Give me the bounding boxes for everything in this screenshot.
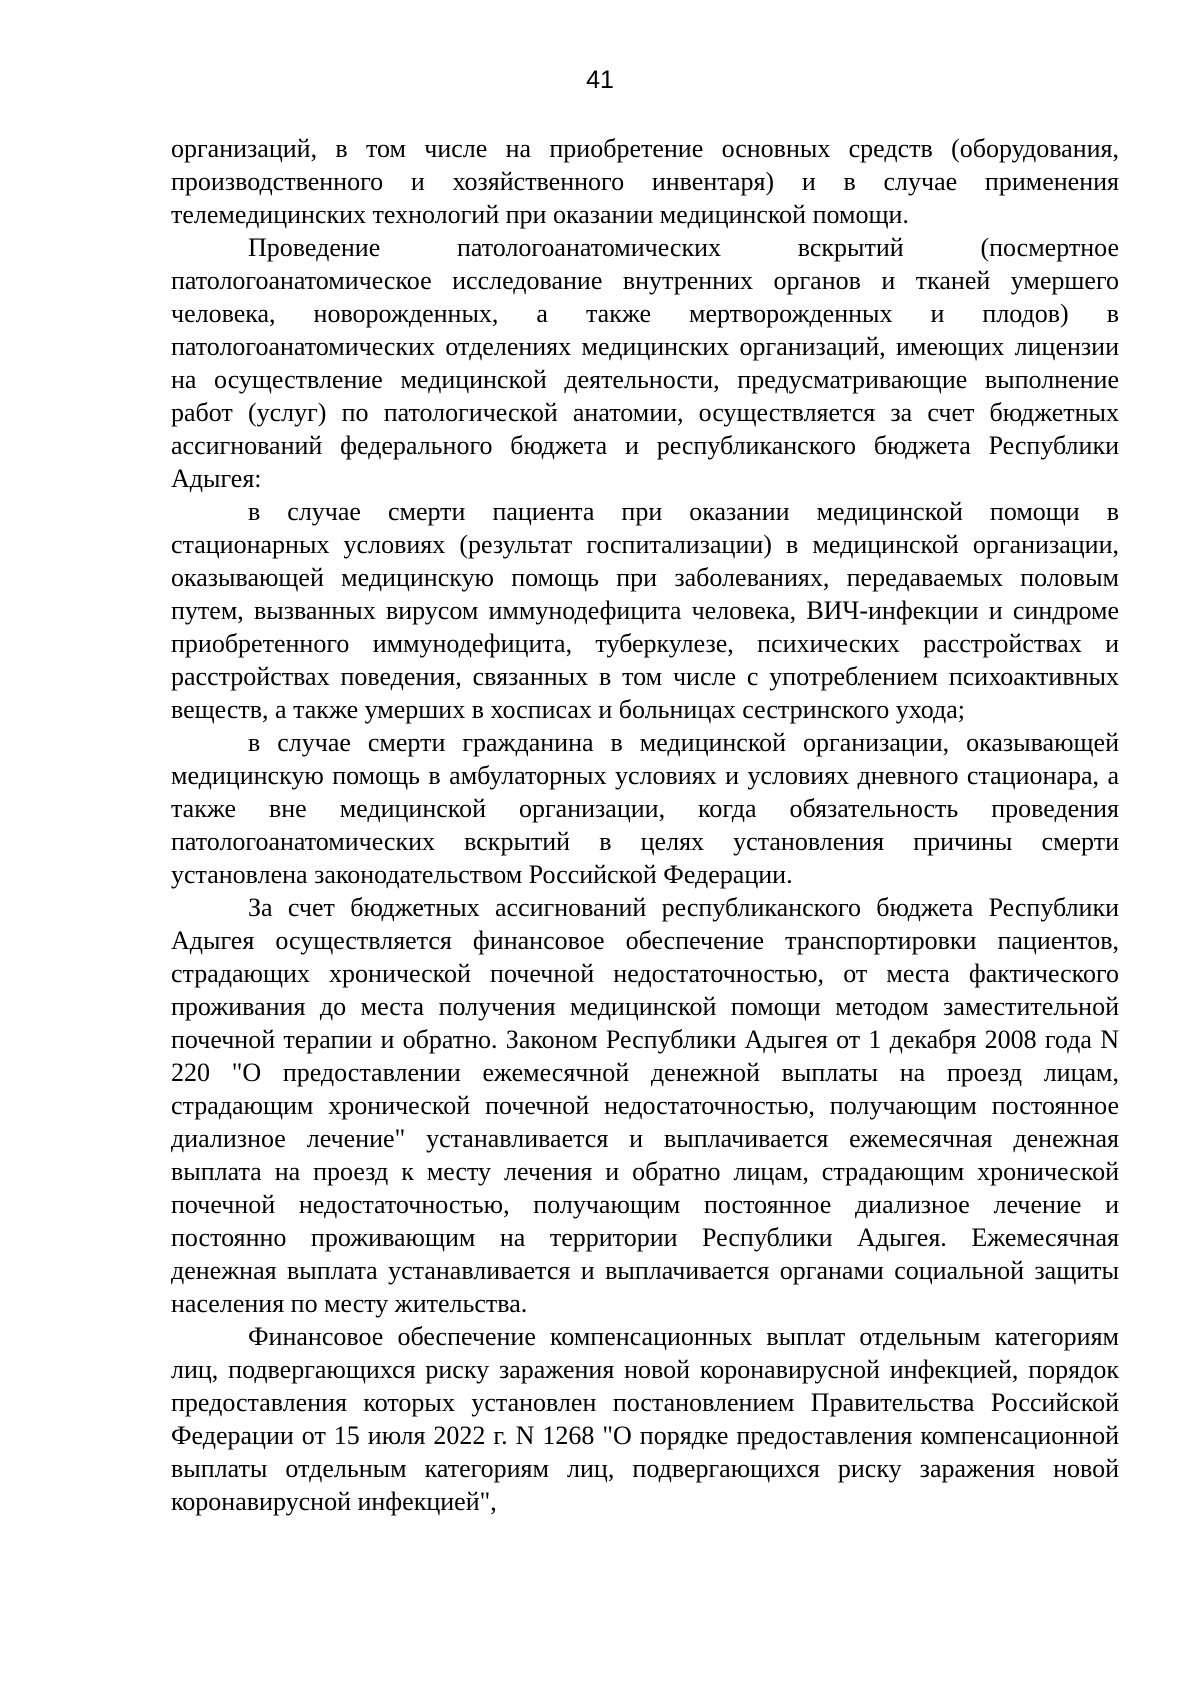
paragraph-outpatient-death: в случае смерти гражданина в медицинской организации, оказывающей медицинскую помощь в амбулаторных условиях и условиях дневного стационара, а также вне медицинской организации, когда обязательность проведения патологоанатомических вскрытий в целях установления причины смерти установлена законодательством Российской Федерации.: [171, 728, 1119, 889]
page-number: 41: [586, 66, 614, 94]
paragraph-covid-compensation: Финансовое обеспечение компенсационных выплат отдельным категориям лиц, подвергающихся риску заражения новой коронавирусной инфекцией, порядок предоставления которых установлен постановлением Правительства Российской Федерации от 15 июля 2022 г. N 1268 "О порядке предоставления компенсационной выплаты отдельным категориям лиц, подвергающихся риску заражения новой коронавирусной инфекцией",: [171, 1322, 1119, 1516]
document-body: [171, 132, 1119, 1518]
paragraph-pathology-autopsies: Проведение патологоанатомических вскрытий (посмертное патологоанатомическое исследование внутренних органов и тканей умершего человека, новорожденных, а также мертворожденных и плодов) в патологоанатомических отделениях медицинских организаций, имеющих лицензии на осуществление медицинской деятельности, предусматривающие выполнение работ (услуг) по патологической анатомии, осуществляется за счет бюджетных ассигнований федерального бюджета и республиканского бюджета Республики Адыгея:: [171, 233, 1119, 493]
paragraph-continuation: организаций, в том числе на приобретение основных средств (оборудования, производственного и хозяйственного инвентаря) и в случае применения телемедицинских технологий при оказании медицинской помощи.: [171, 134, 1119, 229]
paragraph-dialysis-transport: За счет бюджетных ассигнований республиканского бюджета Республики Адыгея осуществляется финансовое обеспечение транспортировки пациентов, страдающих хронической почечной недостаточностью, от места фактического проживания до места получения медицинской помощи методом заместительной почечной терапии и обратно. Законом Республики Адыгея от 1 декабря 2008 года N 220 "О предоставлении ежемесячной денежной выплаты на проезд лицам, страдающим хронической почечной недостаточностью, получающим постоянное диализное лечение" устанавливается и выплачивается ежемесячная денежная выплата на проезд к месту лечения и обратно лицам, страдающим хронической почечной недостаточностью, получающим постоянное диализное лечение и постоянно проживающим на территории Республики Адыгея. Ежемесячная денежная выплата устанавливается и выплачивается органами социальной защиты населения по месту жительства.: [171, 893, 1119, 1318]
paragraph-inpatient-death: в случае смерти пациента при оказании медицинской помощи в стационарных условиях (результат госпитализации) в медицинской организации, оказывающей медицинскую помощь при заболеваниях, передаваемых половым путем, вызванных вирусом иммунодефицита человека, ВИЧ-инфекции и синдроме приобретенного иммунодефицита, туберкулезе, психических расстройствах и расстройствах поведения, связанных в том числе с употреблением психоактивных веществ, а также умерших в хосписах и больницах сестринского ухода;: [171, 497, 1119, 724]
